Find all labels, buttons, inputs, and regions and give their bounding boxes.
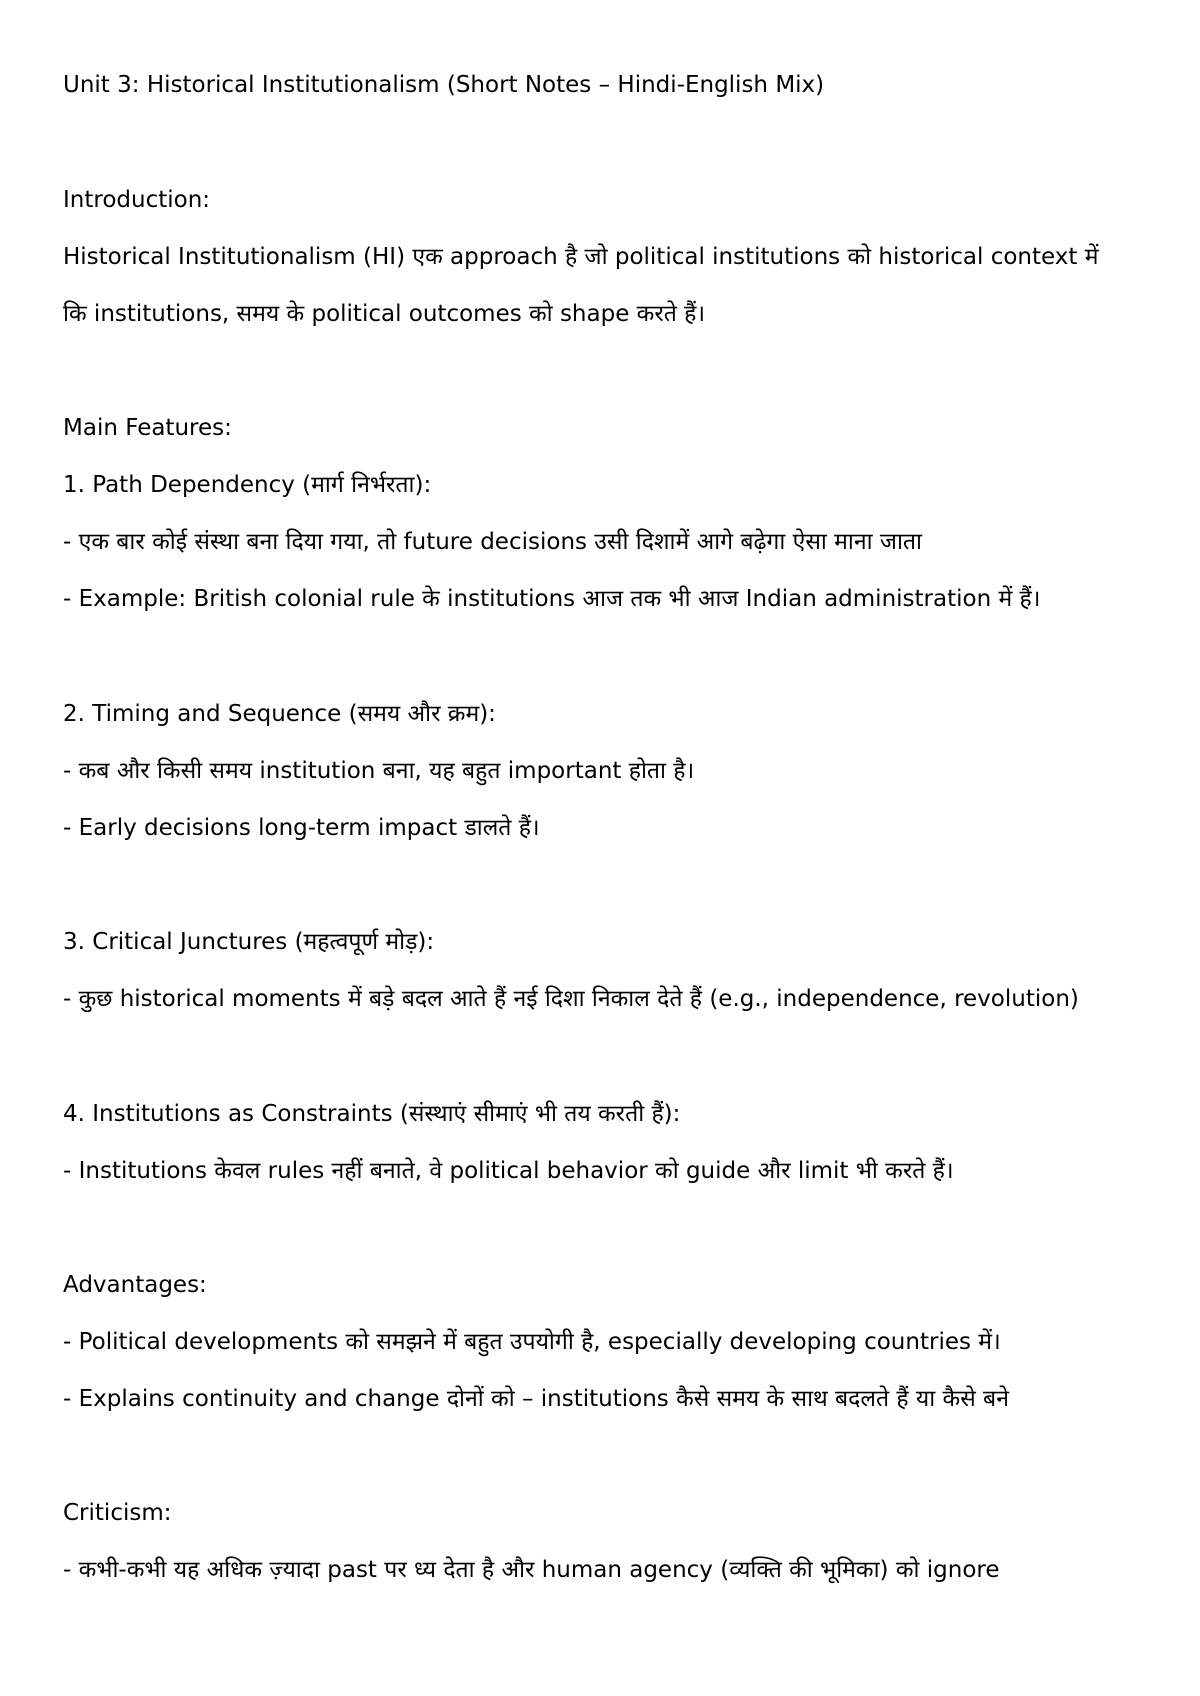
introduction-line-2: कि institutions, समय के political outcomes को shape करते हैं।	[63, 301, 706, 327]
introduction-heading: Introduction:	[63, 187, 211, 213]
feature-2-point-1: - कब और किसी समय institution बना, यह बहुत important होता है।	[63, 758, 695, 784]
feature-3-heading: 3. Critical Junctures (महत्वपूर्ण मोड़):	[63, 929, 435, 955]
feature-4-point-1: - Institutions केवल rules नहीं बनाते, वे political behavior को guide और limit भी करते हैं।	[63, 1158, 954, 1184]
feature-2-point-2: - Early decisions long-term impact डालते हैं।	[63, 815, 540, 841]
advantages-point-1: - Political developments को समझने में बहुत उपयोगी है, especially developing countries में।	[63, 1329, 1001, 1355]
document-title: Unit 3: Historical Institutionalism (Short Notes – Hindi-English Mix)	[63, 72, 825, 98]
criticism-point-1: - कभी-कभी यह अधिक ज़्यादा past पर ध्य देता है और human agency (व्यक्ति की भूमिका) को ignore	[63, 1557, 1000, 1583]
advantages-heading: Advantages:	[63, 1272, 207, 1298]
feature-1-point-1: - एक बार कोई संस्था बना दिया गया, तो future decisions उसी दिशामें आगे बढ़ेगा ऐसा माना जाता	[63, 529, 922, 555]
feature-2-heading: 2. Timing and Sequence (समय और क्रम):	[63, 701, 496, 727]
advantages-point-2: - Explains continuity and change दोनों को – institutions कैसे समय के साथ बदलते हैं या कैसे बने	[63, 1386, 1009, 1412]
criticism-heading: Criticism:	[63, 1500, 172, 1526]
feature-1-heading: 1. Path Dependency (मार्ग निर्भरता):	[63, 472, 432, 498]
introduction-line-1: Historical Institutionalism (HI) एक approach है जो political institutions को historical context में	[63, 244, 1099, 270]
feature-4-heading: 4. Institutions as Constraints (संस्थाएं सीमाएं भी तय करती हैं):	[63, 1101, 681, 1127]
feature-3-point-1: - कुछ historical moments में बड़े बदल आते हैं नई दिशा निकाल देते हैं (e.g., independence, revolution)	[63, 986, 1079, 1012]
main-features-heading: Main Features:	[63, 415, 232, 441]
feature-1-point-2: - Example: British colonial rule के institutions आज तक भी आज Indian administration में हैं।	[63, 586, 1041, 612]
